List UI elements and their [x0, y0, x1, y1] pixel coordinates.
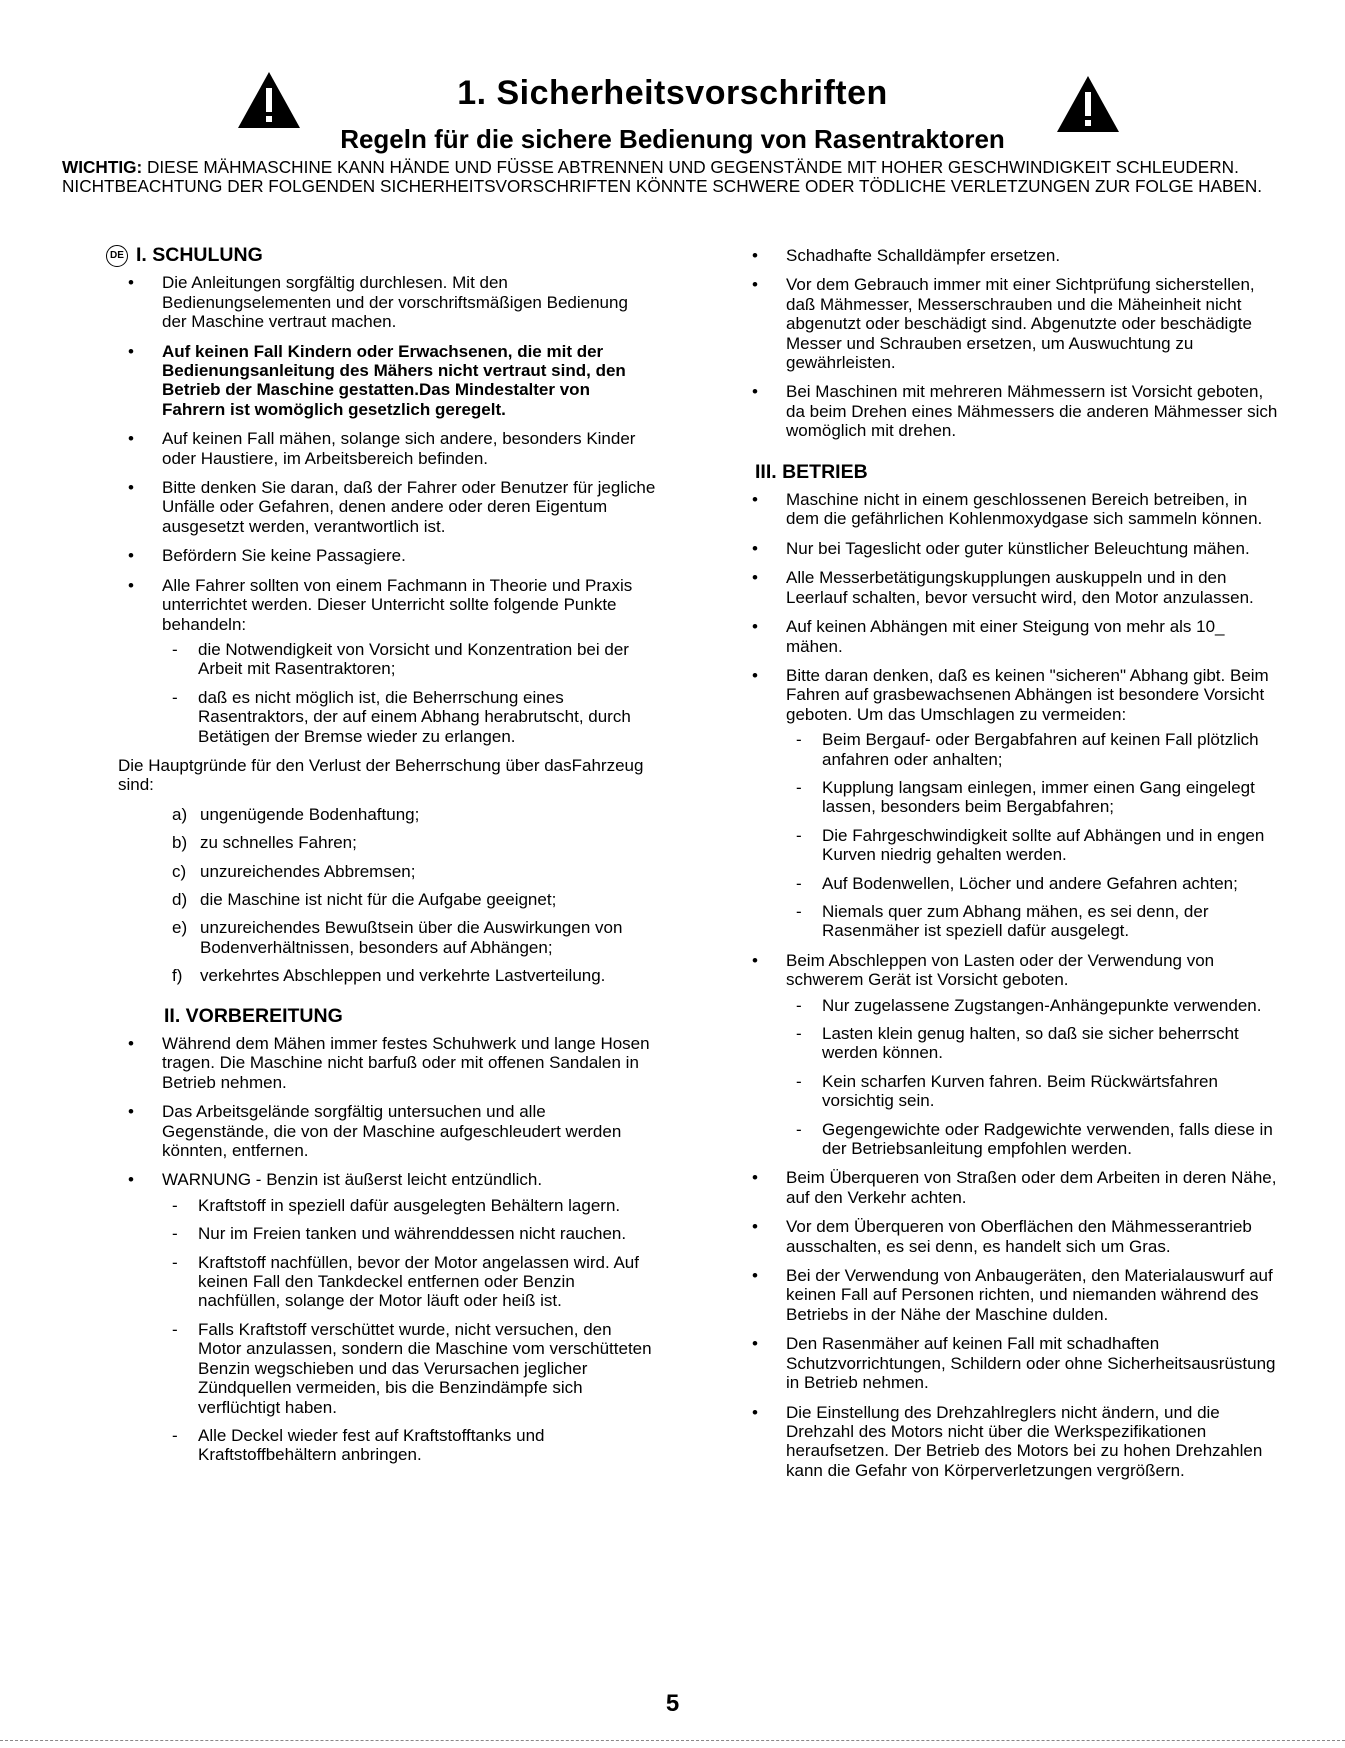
sub-list-item: - Kraftstoff in speziell dafür ausgelegten Behältern lagern.: [172, 1195, 621, 1215]
paragraph: Die Hauptgründe für den Verlust der Beherrschung über dasFahrzeug sind:: [118, 755, 644, 795]
list-item: • Die Einstellung des Drehzahlreglers nicht ändern, und die Drehzahl des Motors nicht über die Werkspezifikationen heraufsetzen. Der Betrieb des Motors bei zu hohen Drehzahlen kann die Gefahr von Körperverletzungen vergrößern.: [752, 1402, 1263, 1480]
lettered-item: c) unzureichendes Abbremsen;: [172, 861, 416, 881]
sub-list: [162, 640, 656, 746]
list-item: • Die Anleitungen sorgfältig durchlesen. Mit den Bedienungselementen und der vorschriftsmäßigen Bedienung der Maschine vertraut machen.: [128, 273, 628, 332]
maintenance-list: [752, 246, 1278, 441]
vorbereitung-list: [128, 1034, 656, 1465]
list-item: • Das Arbeitsgelände sorgfältig untersuchen und alle Gegenstände, die von der Maschine aufgeschleudert werden könnten, entfernen.: [128, 1102, 622, 1161]
section-title-schulung: DE I. SCHULUNG: [136, 246, 656, 265]
sub-list-item: - daß es nicht möglich ist, die Beherrschung eines Rasentraktors, der auf einem Abhang herabrutscht, durch Betätigen der Bremse wieder zu erlangen.: [172, 687, 631, 746]
warning-triangle-icon: [1055, 74, 1121, 134]
section-title-betrieb: III. BETRIEB: [755, 460, 868, 483]
list-item: • WARNUNG - Benzin ist äußerst leicht entzündlich. - Kraftstoff in speziell dafür ausgelegten Behältern lagern. - Nur im Freien tanken und währenddessen nicht rauchen. - Kraftstoff nachfüllen, bevor der Motor angelassen wird. Auf keinen Fall den Tankdeckel entfernen oder Benzin nachfüllen, solange der Motor läuft oder heiß ist. - Falls Kraftstoff verschüttet wurde, nicht versuchen, den Motor anzulassen, sondern die Maschine vom verschütteten Benzin wegschieben und das Verursachen jeglicher Zündquellen vermeiden, bis die Benzindämpfe sich verflüchtigt haben. - Alle Deckel wieder fest auf Kraftstofftanks und Kraftstoffbehältern anbringen.: [128, 1170, 656, 1464]
list-item: • Bitte denken Sie daran, daß der Fahrer oder Benutzer für jegliche Unfälle oder Gefahren, denen andere oder deren Eigentum ausgesetzt werden, verantwortlich ist.: [128, 478, 656, 536]
sub-list-item: - Beim Bergauf- oder Bergabfahren auf keinen Fall plötzlich anfahren oder anhalten;: [796, 730, 1259, 769]
page-title: 1. Sicherheitsvorschriften: [457, 74, 888, 112]
betrieb-list: [752, 490, 1278, 1480]
list-item: • Bitte daran denken, daß es keinen "sicheren" Abhang gibt. Beim Fahren auf grasbewachsenen Abhängen ist besondere Vorsicht geboten. Um das Umschlagen zu vermeiden: - Beim Bergauf- oder Bergabfahren auf keinen Fall plötzlich anfahren oder anhalten; - Kupplung langsam einlegen, immer einen Gang eingelegt lassen, besonders beim Bergabfahren; - Die Fahrgeschwindigkeit sollte auf Abhängen und in engen Kurven niedrig gehalten werden. - Auf Bodenwellen, Löcher und andere Gefahren achten; - Niemals quer zum Abhang mähen, es sei denn, der Rasenmäher ist speziell dafür ausgelegt.: [752, 666, 1278, 941]
list-item: • Alle Fahrer sollten von einem Fachmann in Theorie und Praxis unterrichtet werden. Dieser Unterricht sollte folgende Punkte behandeln: - die Notwendigkeit von Vorsicht und Konzentration bei der Arbeit mit Rasentraktoren; - daß es nicht möglich ist, die Beherrschung eines Rasentraktors, der auf einem Abhang herabrutscht, durch Betätigen der Bremse wieder zu erlangen.: [128, 576, 656, 746]
list-item: • Maschine nicht in einem geschlossenen Bereich betreiben, in dem die gefährlichen Kohlenmoxydgase sich sammeln können.: [752, 490, 1263, 529]
list-item: • Vor dem Gebrauch immer mit einer Sichtprüfung sicherstellen, daß Mähmesser, Messerschrauben und die Mäheinheit nicht abgenutzt oder beschädigt sind. Abgenutzte oder beschädigte Messer und Schrauben ersetzen, um Auswuchtung zu gewährleisten.: [752, 275, 1255, 373]
page-number: 5: [665, 1690, 680, 1717]
page-header: [0, 62, 1345, 152]
list-item: • Befördern Sie keine Passagiere.: [128, 546, 406, 566]
list-item: • Auf keinen Fall mähen, solange sich andere, besonders Kinder oder Haustiere, im Arbeitsbereich befinden.: [128, 429, 636, 468]
list-item: • Während dem Mähen immer festes Schuhwerk und lange Hosen tragen. Die Maschine nicht barfuß oder mit offenen Sandalen in Betrieb nehmen.: [128, 1034, 650, 1092]
schulung-list: [128, 273, 656, 746]
sub-list-item: - die Notwendigkeit von Vorsicht und Konzentration bei der Arbeit mit Rasentraktoren;: [172, 639, 629, 679]
sub-list-item: - Gegengewichte oder Radgewichte verwenden, falls diese in der Betriebsanleitung empfohlen werden.: [796, 1119, 1273, 1159]
sub-list: [786, 730, 1278, 941]
lettered-item: e) unzureichendes Bewußtsein über die Auswirkungen von Bodenverhältnissen, besonders auf Abhängen;: [172, 918, 623, 957]
list-item: • Schadhafte Schalldämpfer ersetzen.: [752, 246, 1061, 265]
language-badge-de: DE: [106, 245, 128, 267]
important-label: WICHTIG:: [62, 157, 143, 177]
left-column: [110, 244, 656, 1475]
lettered-item: d) die Maschine ist nicht für die Aufgabe geeignet;: [172, 889, 557, 909]
sub-list-item: - Kein scharfen Kurven fahren. Beim Rückwärtsfahren vorsichtig sein.: [796, 1071, 1218, 1111]
list-item: • Beim Überqueren von Straßen oder dem Arbeiten in deren Nähe, auf den Verkehr achten.: [752, 1168, 1277, 1207]
lettered-list: [128, 805, 656, 986]
sub-list-item: - Die Fahrgeschwindigkeit sollte auf Abhängen und in engen Kurven niedrig gehalten werden.: [796, 825, 1265, 865]
list-item: • Beim Abschleppen von Lasten oder der Verwendung von schwerem Gerät ist Vorsicht geboten. - Nur zugelassene Zugstangen-Anhängepunkte verwenden. - Lasten klein genug halten, so daß sie sicher beherrscht werden können. - Kein scharfen Kurven fahren. Beim Rückwärtsfahren vorsichtig sein. - Gegengewichte oder Radgewichte verwenden, falls diese in der Betriebsanleitung empfohlen werden.: [752, 951, 1278, 1159]
sub-list: [162, 1196, 656, 1465]
lettered-item: f) verkehrtes Abschleppen und verkehrte Lastverteilung.: [172, 966, 606, 986]
sub-list-item: - Lasten klein genug halten, so daß sie sicher beherrscht werden können.: [796, 1024, 1239, 1063]
sub-list-item: - Nur zugelassene Zugstangen-Anhängepunkte verwenden.: [796, 995, 1262, 1015]
important-text: DIESE MÄHMASCHINE KANN HÄNDE UND FÜSSE ABTRENNEN UND GEGENSTÄNDE MIT HOHER GESCHWINDIGKEIT SCHLEUDERN. NICHTBEACHTUNG DER FOLGENDEN SICHERHEITSVORSCHRIFTEN KÖNNTE SCHWERE ODER TÖDLICHE VERLETZUNGEN ZUR FOLGE HABEN.: [62, 157, 1263, 196]
list-item: • Bei der Verwendung von Anbaugeräten, den Materialauswurf auf keinen Fall auf Personen richten, und niemanden während des Betriebs in der Nähe der Maschine dulden.: [752, 1266, 1273, 1324]
list-item: • Den Rasenmäher auf keinen Fall mit schadhaften Schutzvorrichtungen, Schildern oder ohne Sicherheitsausrüstung in Betrieb nehmen.: [752, 1334, 1276, 1393]
sub-list: [786, 996, 1278, 1159]
list-item: • Vor dem Überqueren von Oberflächen den Mähmesserantrieb ausschalten, es sei denn, es handelt sich um Gras.: [752, 1217, 1252, 1256]
sub-list-item: - Falls Kraftstoff verschüttet wurde, nicht versuchen, den Motor anzulassen, sondern die Maschine vom verschütteten Benzin wegschieben und das Verursachen jeglicher Zündquellen vermeiden, bis die Benzindämpfe sich verflüchtigt haben.: [172, 1319, 652, 1417]
sub-list-item: - Kupplung langsam einlegen, immer einen Gang eingelegt lassen, besonders beim Bergabfahren;: [796, 777, 1255, 817]
list-item: • Auf keinen Abhängen mit einer Steigung von mehr als 10_ mähen.: [752, 617, 1225, 656]
important-notice: [62, 158, 1282, 196]
sub-list-item: - Alle Deckel wieder fest auf Kraftstofftanks und Kraftstoffbehältern anbringen.: [172, 1425, 545, 1465]
section-title-vorbereitung: II. VORBEREITUNG: [164, 1004, 343, 1027]
bottom-divider: [0, 1740, 1345, 1742]
sub-list-item: - Nur im Freien tanken und währenddessen nicht rauchen.: [172, 1224, 627, 1244]
sub-list-item: - Auf Bodenwellen, Löcher und andere Gefahren achten;: [796, 873, 1238, 893]
sub-list-item: - Niemals quer zum Abhang mähen, es sei denn, der Rasenmäher ist speziell dafür ausgelegt.: [796, 901, 1209, 941]
list-item: • Bei Maschinen mit mehreren Mähmessern ist Vorsicht geboten, da beim Drehen eines Mähmessers die anderen Mähmesser sich womöglich mit drehen.: [752, 382, 1278, 441]
right-column: [752, 246, 1278, 1490]
list-item: • Alle Messerbetätigungskupplungen auskuppeln und in den Leerlauf schalten, bevor versucht wird, den Motor anzulassen.: [752, 568, 1254, 607]
list-item: • Auf keinen Fall Kindern oder Erwachsenen, die mit der Bedienungsanleitung des Mähers nicht vertraut sind, den Betrieb der Maschine gestatten.Das Mindestalter von Fahrern ist womöglich gesetzlich geregelt.: [128, 341, 626, 419]
lettered-item: b) zu schnelles Fahren;: [172, 833, 357, 853]
lettered-item: a) ungenügende Bodenhaftung;: [172, 804, 420, 824]
list-item: • Nur bei Tageslicht oder guter künstlicher Beleuchtung mähen.: [752, 538, 1250, 558]
page-subtitle: Regeln für die sichere Bedienung von Rasentraktoren: [340, 124, 1005, 154]
sub-list-item: - Kraftstoff nachfüllen, bevor der Motor angelassen wird. Auf keinen Fall den Tankdeckel entfernen oder Benzin nachfüllen, solange der Motor läuft oder heiß ist.: [172, 1252, 639, 1311]
